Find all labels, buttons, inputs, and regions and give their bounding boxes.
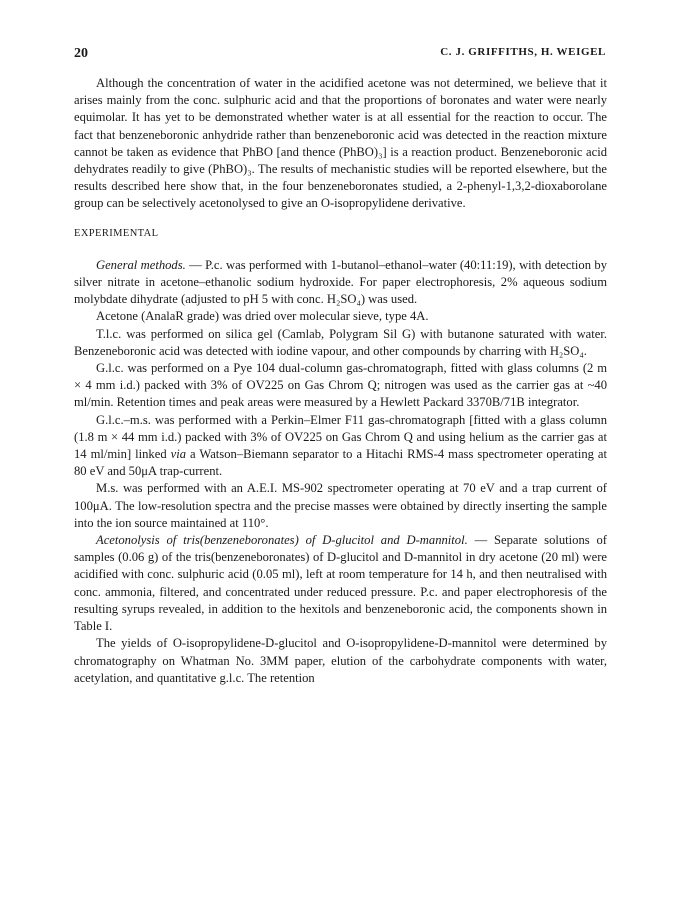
glcms-text-start: G.l.c.–m.s. was performed with a Perkin–Elmer F11 gas-chromatograph [fitted with a glass column (1.8 m × 44 mm i.d.) packed with 3% of OV225 on Gas Chrom Q and using helium as the carrier gas at 14 ml/min] linked [74, 412, 607, 462]
general-methods-heading: General methods. [96, 257, 186, 272]
section-heading: EXPERIMENTAL [74, 227, 159, 239]
glc-paragraph: G.l.c. was performed on a Pye 104 dual-column gas-chromatograph, fitted with glass columns (2 m × 4 mm i.d.) packed with 3% of OV225 on Gas Chrom Q; nitrogen was used as the carrier gas at ~40 ml/min. Retention times and peak areas were measured by a Hewlett Packard 3370B/71B integrator. [74, 361, 607, 410]
page-header [74, 46, 606, 62]
glcms-paragraph [74, 412, 607, 481]
tlc-paragraph: T.l.c. was performed on silica gel (Camlab, Polygram Sil G) with butanone saturated with water. Benzeneboronic acid was detected with iodine vapour, and other compounds by charring with H₂SO₄. [74, 326, 607, 358]
yields-paragraph: The yields of O-isopropylidene-D-glucitol and O-isopropylidene-D-mannitol were determined by chromatography on Whatman No. 3MM paper, elution of the carbohydrate components with water, acetylation, and quantitative g.l.c. The retention [74, 636, 607, 685]
intro-paragraph: Although the concentration of water in the acidified acetone was not determined, we believe that it arises mainly from the conc. sulphuric acid and that the proportions of boronates and water were nearly equimolar. It has yet to be demonstrated whether water is at all essential for the reaction to occur. The fact that benzeneboronic anhydride rather than benzeneboronic acid was detected in the reaction mixture cannot be taken as evidence that PhBO [and thence (PhBO)₃] is a reaction product. Benzeneboronic acid dehydrates readily to give (PhBO)₃. The results of mechanistic studies will be reported elsewhere, but the results described here show that, in the four benzeneboronates studied, a 2-phenyl-1,3,2-dioxaborolane group can be selectively acetonolysed to give an O-isopropylidene derivative. [74, 76, 607, 211]
article-body [74, 75, 607, 687]
page-number: 20 [74, 46, 88, 61]
acetonolysis-paragraph [74, 532, 607, 635]
glcms-text-end: a Watson–Biemann separator to a Hitachi RMS-4 mass spectrometer operating at 80 eV and 50μA trap-current. [74, 447, 607, 479]
ms-paragraph: M.s. was performed with an A.E.I. MS-902 spectrometer operating at 70 eV and a trap current of 100μA. The low-resolution spectra and the precise masses were obtained by directly inserting the sample into the ion source maintained at 110°. [74, 481, 607, 530]
general-methods-paragraph [74, 257, 607, 309]
general-methods-text: — P.c. was performed with 1-butanol–ethanol–water (40:11:19), with detection by silver nitrate in acetone–ethanolic sodium hydroxide. For paper electrophoresis, 2% aqueous sodium molybdate dihydrate (adjusted to pH 5 with conc. H₂SO₄) was used. [74, 257, 607, 307]
running-head: C. J. GRIFFITHS, H. WEIGEL [440, 46, 606, 58]
acetone-paragraph: Acetone (AnalaR grade) was dried over molecular sieve, type 4A. [96, 309, 429, 324]
acetonolysis-heading: Acetonolysis of tris(benzeneboronates) of D-glucitol and D-mannitol. [96, 533, 468, 548]
acetonolysis-text: — Separate solutions of samples (0.06 g) of the tris(benzeneboronates) of D-glucitol and D-mannitol in dry acetone (20 ml) were acidified with conc. sulphuric acid (0.05 ml), left at room temperature for 14 h, and then neutralised with conc. ammonia, filtered, and concentrated under reduced pressure. P.c. and paper electrophoresis of the resulting syrups revealed, in addition to the hexitols and benzeneboronic acid, the components shown in Table I. [74, 533, 607, 634]
glcms-via: via [170, 447, 186, 462]
